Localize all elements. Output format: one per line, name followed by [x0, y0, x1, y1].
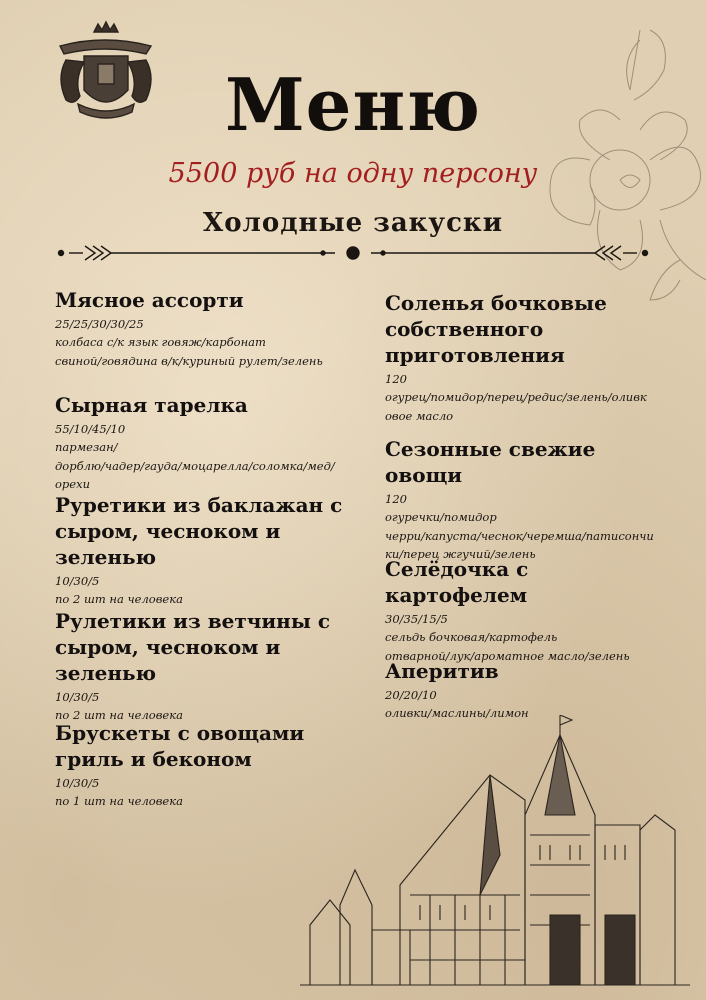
menu-item — [55, 608, 355, 725]
section-title: Холодные закуски — [203, 208, 503, 238]
castle-sketch-icon — [300, 715, 690, 995]
item-weight: 25/25/30/30/25 — [55, 317, 144, 331]
item-title: Селёдочка с картофелем — [385, 557, 529, 607]
item-weight: 10/30/5 — [55, 776, 100, 790]
item-desc: пармезан/ — [55, 440, 118, 454]
item-desc: по 2 шт на человека — [55, 708, 183, 722]
item-title: Сырная тарелка — [55, 393, 248, 417]
item-weight: 120 — [385, 492, 407, 506]
menu-item — [55, 392, 355, 494]
menu-item — [385, 556, 660, 665]
item-desc: ки/перец жгучий/зелень — [385, 547, 536, 561]
menu-item — [385, 290, 660, 425]
menu-item — [55, 492, 355, 609]
item-weight: 30/35/15/5 — [385, 612, 448, 626]
item-desc: отварной/лук/ароматное масло/зелень — [385, 648, 630, 663]
item-desc: овое масло — [385, 408, 454, 423]
item-desc: по 1 шт на человека — [55, 794, 183, 808]
item-weight: 55/10/45/10 — [55, 422, 126, 436]
item-title: Мясное ассорти — [55, 288, 244, 312]
menu-item — [55, 287, 355, 370]
menu-item — [385, 436, 660, 564]
item-title: Соленья бочковые собственного приготовления — [385, 291, 607, 367]
item-desc: по 2 шт на человека — [55, 592, 183, 606]
price-per-person: 5500 руб на одну персону — [168, 158, 538, 189]
page-title: Меню — [224, 62, 482, 147]
item-desc: орехи — [55, 477, 90, 491]
item-title: Сезонные свежие овощи — [385, 437, 596, 487]
item-desc: колбаса с/к язык говяж/карбонат — [55, 335, 266, 349]
item-weight: 20/20/10 — [385, 688, 437, 702]
item-desc: огуречки/помидор — [385, 510, 497, 524]
menu-item — [385, 658, 660, 723]
item-desc: сельдь бочковая/картофель — [385, 630, 558, 644]
item-desc: дорблю/чадер/гауда/моцарелла/соломка/мед/ — [55, 458, 335, 473]
item-desc: огурец/помидор/перец/редис/зелень/оливк — [385, 390, 647, 404]
item-title: Аперитив — [385, 659, 499, 683]
item-desc: оливки/маслины/лимон — [385, 706, 529, 720]
item-weight: 120 — [385, 372, 407, 386]
item-title: Руретики из баклажан с сыром, чесноком и зеленью — [55, 493, 343, 569]
item-weight: 10/30/5 — [55, 574, 100, 588]
ornament-divider-icon — [55, 240, 651, 266]
item-title: Рулетики из ветчины с сыром, чесноком и зеленью — [55, 609, 331, 685]
item-weight: 10/30/5 — [55, 690, 100, 704]
item-desc: черри/капуста/чеснок/черемша/патисончи — [385, 528, 654, 543]
item-desc: свиной/говядина в/к/куриный рулет/зелень — [55, 353, 323, 368]
item-title: Брускеты с овощами гриль и беконом — [55, 721, 305, 771]
menu-item — [55, 720, 355, 811]
